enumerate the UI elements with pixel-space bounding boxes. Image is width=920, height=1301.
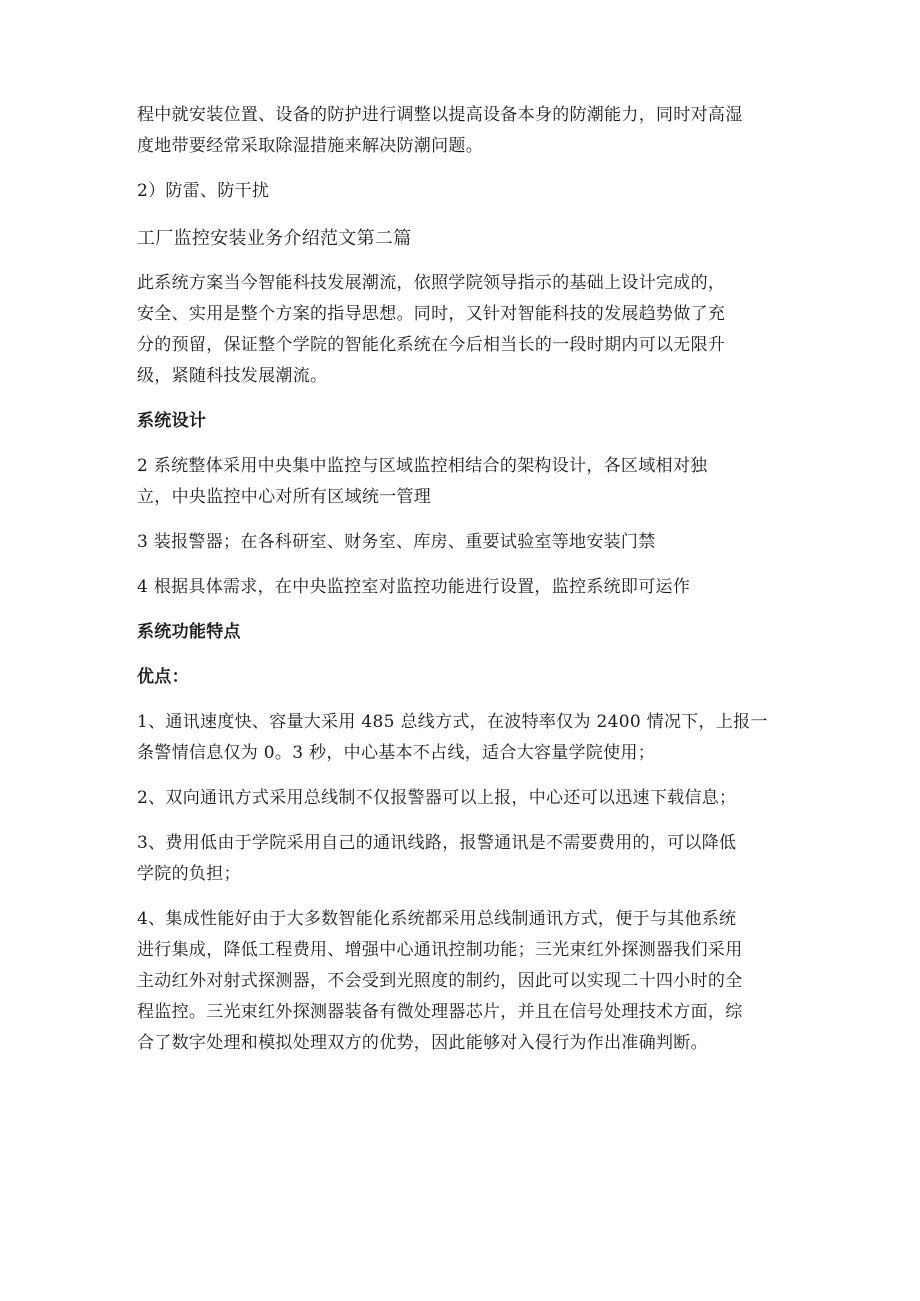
heading-advantages: 优点： xyxy=(137,667,189,687)
text-line: 1、通讯速度快、容量大采用 485 总线方式，在波特率仅为 2400 情况下，上报一 xyxy=(137,712,768,732)
text-line: 进行集成，降低工程费用、增强中心通讯控制功能；三光束红外探测器我们采用 xyxy=(137,940,743,960)
text-line: 4、集成性能好由于大多数智能化系统都采用总线制通讯方式，便于与其他系统 xyxy=(137,909,737,929)
text-line: 3、费用低由于学院采用自己的通讯线路，报警通讯是不需要费用的，可以降低 xyxy=(137,833,737,853)
text-line: 立，中央监控中心对所有区域统一管理 xyxy=(137,487,432,507)
heading-features: 系统功能特点 xyxy=(137,622,241,642)
section-title: 工厂监控安装业务介绍范文第二篇 xyxy=(137,228,412,249)
text-line: 主动红外对射式探测器，不会受到光照度的制约，因此可以实现二十四小时的全 xyxy=(137,971,743,991)
paragraph-intro xyxy=(137,100,787,162)
list-item-lightning: 2）防雷、防干扰 xyxy=(137,181,270,201)
text-line: 此系统方案当今智能科技发展潮流，依照学院领导指示的基础上设计完成的， xyxy=(137,273,726,293)
document-page xyxy=(137,100,787,1059)
heading-design: 系统设计 xyxy=(137,411,207,431)
text-line: 条警情信息仅为 0。3 秒，中心基本不占线，适合大容量学院使用； xyxy=(137,743,656,763)
advantage-2: 2、双向通讯方式采用总线制不仅报警器可以上报，中心还可以迅速下载信息； xyxy=(137,788,737,808)
text-line: 程监控。三光束红外探测器装备有微处理器芯片，并且在信号处理技术方面，综 xyxy=(137,1002,743,1022)
text-line: 分的预留，保证整个学院的智能化系统在今后相当长的一段时期内可以无限升 xyxy=(137,335,726,355)
paragraph-design-4: 4 根据具体需求，在中央监控室对监控功能进行设置，监控系统即可运作 xyxy=(137,577,691,597)
text-line: 2 系统整体采用中央集中监控与区域监控相结合的架构设计，各区域相对独 xyxy=(137,456,708,476)
advantage-3 xyxy=(137,828,787,890)
text-line: 学院的负担； xyxy=(137,864,241,884)
text-line: 程中就安装位置、设备的防护进行调整以提高设备本身的防潮能力，同时对高湿 xyxy=(137,105,743,125)
text-line: 合了数字处理和模拟处理双方的优势，因此能够对入侵行为作出准确判断。 xyxy=(137,1033,708,1053)
advantage-1 xyxy=(137,707,787,769)
paragraph-scheme xyxy=(137,268,787,392)
text-line: 级，紧随科技发展潮流。 xyxy=(137,366,328,386)
advantage-4 xyxy=(137,904,787,1059)
text-line: 度地带要经常采取除湿措施来解决防潮问题。 xyxy=(137,136,483,156)
text-line: 安全、实用是整个方案的指导思想。同时，又针对智能科技的发展趋势做了充 xyxy=(137,304,726,324)
paragraph-design-2 xyxy=(137,451,787,513)
paragraph-design-3: 3 装报警器；在各科研室、财务室、库房、重要试验室等地安装门禁 xyxy=(137,532,656,552)
